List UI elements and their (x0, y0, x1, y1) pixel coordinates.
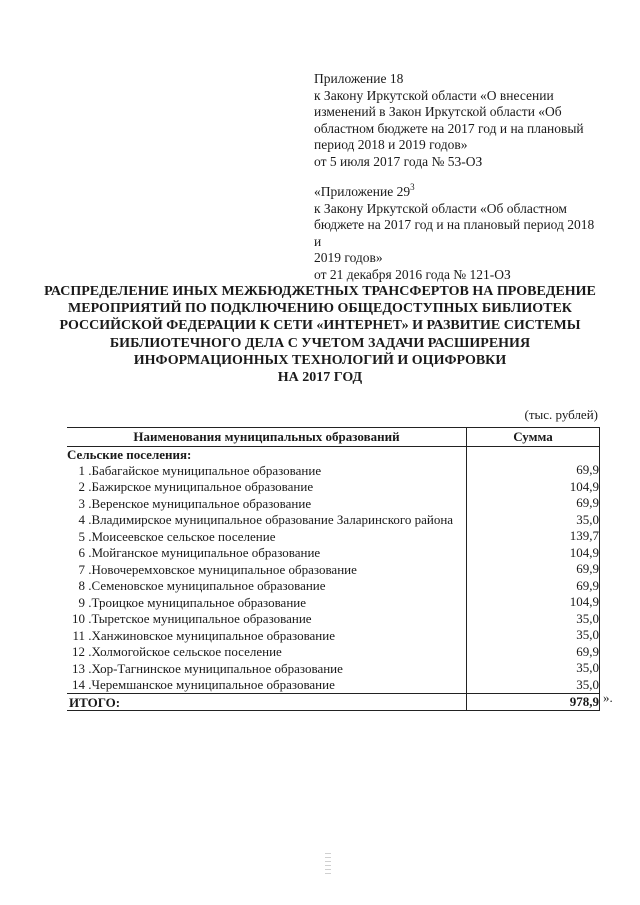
row-name-cell (67, 512, 467, 529)
row-sum: 35,0 (467, 627, 600, 644)
row-number: 13 (72, 660, 85, 676)
row-separator: . (85, 495, 92, 511)
appendix-header-current (314, 71, 604, 170)
group-row (67, 447, 600, 463)
appendix-line: от 21 декабря 2016 года № 121-ОЗ (314, 266, 511, 282)
row-number: 10 (72, 611, 85, 627)
row-separator: . (85, 594, 92, 610)
row-name-cell (67, 677, 467, 694)
row-sum: 35,0 (467, 677, 600, 694)
row-name: Мойганское муниципальное образование (91, 545, 321, 561)
table-row (67, 594, 600, 611)
row-number: 6 (78, 545, 85, 561)
row-name: Бажирское муниципальное образование (91, 479, 314, 495)
group-label: Сельские поселения: (67, 447, 467, 463)
row-name: Холмогойское сельское поселение (91, 644, 282, 660)
row-sum: 69,9 (467, 462, 600, 479)
row-separator: . (85, 660, 92, 676)
table-row (67, 462, 600, 479)
row-number: 7 (78, 561, 85, 577)
row-sum: 104,9 (467, 594, 600, 611)
row-separator: . (85, 561, 92, 577)
appendix-line: 2019 годов» (314, 250, 383, 265)
appendix-line: Приложение 18 (314, 71, 404, 86)
title-line: РОССИЙСКОЙ ФЕДЕРАЦИИ К СЕТИ «ИНТЕРНЕТ» И РАЗВИТИЕ СИСТЕМЫ (59, 318, 581, 334)
row-sum: 139,7 (467, 528, 600, 545)
row-separator: . (85, 644, 92, 660)
row-sum: 69,9 (467, 561, 600, 578)
appendix-header-original (314, 184, 604, 283)
distribution-table (67, 427, 600, 711)
units-note: (тыс. рублей) (524, 407, 598, 422)
column-header-sum: Сумма (467, 428, 600, 447)
appendix-line: бюджете на 2017 год и на плановый период 2018 и (314, 217, 595, 249)
row-name-cell (67, 462, 467, 479)
row-name-cell (67, 479, 467, 496)
row-separator: . (85, 611, 92, 627)
row-name: Черемшанское муниципальное образование (91, 677, 335, 693)
row-number: 11 (72, 627, 85, 643)
closing-quote: ». (603, 690, 613, 705)
row-number: 12 (72, 644, 85, 660)
title-line: НА 2017 ГОД (277, 370, 363, 386)
row-sum: 35,0 (467, 611, 600, 628)
row-number: 5 (78, 528, 85, 544)
row-name-cell (67, 495, 467, 512)
table-row (67, 545, 600, 562)
row-name: Веренское муниципальное образование (91, 495, 312, 511)
row-sum: 104,9 (467, 479, 600, 496)
row-name: Владимирское муниципальное образование Заларинского района (91, 512, 454, 528)
row-name: Тыретское муниципальное образование (91, 611, 312, 627)
table-row (67, 528, 600, 545)
table-row (67, 677, 600, 694)
table-row (67, 578, 600, 595)
row-number: 1 (78, 462, 85, 478)
table-row (67, 561, 600, 578)
table-row (67, 660, 600, 677)
appendix-line: к Закону Иркутской области «О внесении (314, 87, 554, 103)
table-row (67, 512, 600, 529)
row-separator: . (85, 578, 92, 594)
total-sum: 978,9 (467, 694, 600, 711)
row-sum: 35,0 (467, 512, 600, 529)
appendix-line: от 5 июля 2017 года № 53-ОЗ (314, 153, 483, 169)
row-number: 9 (78, 594, 85, 610)
group-sum-empty (467, 447, 600, 463)
title-line: РАСПРЕДЕЛЕНИЕ ИНЫХ МЕЖБЮДЖЕТНЫХ ТРАНСФЕРТОВ НА ПРОВЕДЕНИЕ (44, 284, 596, 299)
row-name-cell (67, 561, 467, 578)
table-row (67, 495, 600, 512)
row-sum: 104,9 (467, 545, 600, 562)
row-name-cell (67, 660, 467, 677)
appendix-line: изменений в Закон Иркутской области «Об (314, 104, 562, 119)
row-name: Ханжиновское муниципальное образование (91, 627, 335, 643)
row-number: 2 (78, 479, 85, 495)
row-separator: . (85, 479, 92, 495)
row-name: Семеновское муниципальное образование (91, 578, 326, 594)
row-name: Троицкое муниципальное образование (91, 594, 307, 610)
row-number: 3 (78, 495, 85, 511)
row-separator: . (85, 512, 92, 528)
row-number: 14 (72, 677, 85, 693)
row-sum: 69,9 (467, 644, 600, 661)
row-sum: 69,9 (467, 495, 600, 512)
row-separator: . (85, 677, 92, 693)
row-name-cell (67, 528, 467, 545)
row-name-cell (67, 644, 467, 661)
row-number: 8 (78, 578, 85, 594)
table-row (67, 644, 600, 661)
title-line: МЕРОПРИЯТИЙ ПО ПОДКЛЮЧЕНИЮ ОБЩЕДОСТУПНЫХ БИБЛИОТЕК (68, 301, 572, 317)
row-separator: . (85, 528, 92, 544)
appendix-line: период 2018 и 2019 годов» (314, 137, 468, 152)
appendix-number-superscript: 3 (410, 182, 415, 192)
row-sum: 35,0 (467, 660, 600, 677)
title-line: БИБЛИОТЕЧНОГО ДЕЛА С УЧЕТОМ ЗАДАЧИ РАСШИРЕНИЯ (109, 335, 531, 351)
title-line: ИНФОРМАЦИОННЫХ ТЕХНОЛОГИЙ И ОЦИФРОВКИ (133, 352, 507, 368)
row-name: Моисеевское сельское поселение (91, 528, 276, 544)
table-row (67, 479, 600, 496)
total-label: ИТОГО: (67, 694, 467, 711)
row-name-cell (67, 545, 467, 562)
row-name-cell (67, 627, 467, 644)
row-name-cell (67, 594, 467, 611)
appendix-line: областном бюджете на 2017 год и на плановый (314, 120, 584, 136)
scan-artifact (325, 853, 331, 877)
row-separator: . (85, 545, 92, 561)
appendix-number: «Приложение 29 (314, 184, 411, 199)
row-name-cell (67, 578, 467, 595)
row-separator: . (85, 627, 92, 643)
row-sum: 69,9 (467, 578, 600, 595)
column-header-name: Наименования муниципальных образований (67, 428, 467, 447)
appendix-line (314, 184, 604, 201)
appendix-line: к Закону Иркутской области «Об областном (314, 200, 567, 216)
row-number: 4 (78, 512, 85, 528)
table-header-row (67, 428, 600, 447)
table-row (67, 627, 600, 644)
total-row (67, 694, 600, 711)
row-name-cell (67, 611, 467, 628)
row-name: Бабагайское муниципальное образование (91, 462, 322, 478)
row-separator: . (85, 462, 92, 478)
document-title (40, 283, 600, 386)
table-row (67, 611, 600, 628)
row-name: Новочеремховское муниципальное образование (91, 561, 357, 577)
row-name: Хор-Тагнинское муниципальное образование (91, 660, 343, 676)
